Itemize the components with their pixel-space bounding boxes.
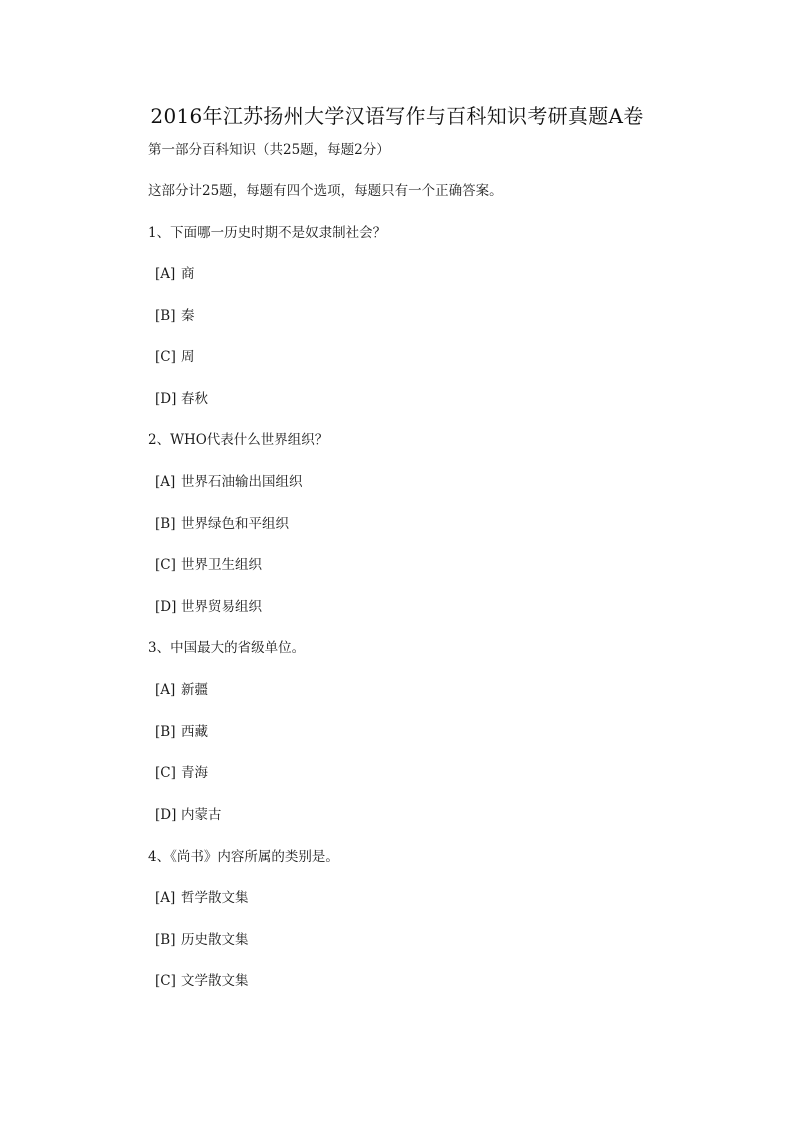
option-text: 商 <box>181 266 195 282</box>
section-heading: 第一部分百科知识（共25题，每题2分） <box>148 142 390 158</box>
question-3-option-a <box>155 681 208 699</box>
question-4: 4、《尚书》内容所属的类别是。 <box>148 849 339 865</box>
option-text: 世界石油输出国组织 <box>181 474 303 490</box>
option-text: 世界贸易组织 <box>181 599 262 615</box>
question-3-option-d <box>155 806 222 824</box>
option-text: 西藏 <box>181 724 208 740</box>
question-2-option-a <box>155 473 303 491</box>
question-1-option-d <box>155 390 208 408</box>
option-text: 哲学散文集 <box>181 890 249 906</box>
option-text: 世界绿色和平组织 <box>181 516 289 532</box>
option-text: 春秋 <box>181 391 208 407</box>
option-text: 周 <box>181 349 195 365</box>
section-intro: 这部分计25题，每题有四个选项，每题只有一个正确答案。 <box>148 183 503 199</box>
question-4-option-a <box>155 889 249 907</box>
option-text: 历史散文集 <box>181 932 249 948</box>
option-letter: [D] <box>155 807 177 823</box>
question-1-option-a <box>155 265 195 283</box>
question-2: 2、WHO代表什么世界组织？ <box>148 432 329 448</box>
option-letter: [A] <box>155 266 176 282</box>
option-text: 内蒙古 <box>181 807 222 823</box>
option-letter: [B] <box>155 932 176 948</box>
option-letter: [C] <box>155 765 176 781</box>
question-2-option-d <box>155 598 262 616</box>
question-3-option-b <box>155 723 208 741</box>
document-title: 2016年江苏扬州大学汉语写作与百科知识考研真题A卷 <box>150 104 644 128</box>
option-letter: [C] <box>155 973 176 989</box>
option-letter: [A] <box>155 890 176 906</box>
question-4-option-b <box>155 931 249 949</box>
question-2-option-b <box>155 515 289 533</box>
option-text: 秦 <box>181 308 195 324</box>
question-1: 1、下面哪一历史时期不是奴隶制社会？ <box>148 225 387 241</box>
question-1-option-b <box>155 307 195 325</box>
question-3: 3、中国最大的省级单位。 <box>148 640 306 656</box>
option-text: 文学散文集 <box>181 973 249 989</box>
question-2-option-c <box>155 556 262 574</box>
option-letter: [B] <box>155 516 176 532</box>
question-4-option-c <box>155 972 249 990</box>
option-letter: [A] <box>155 682 176 698</box>
option-letter: [C] <box>155 349 176 365</box>
option-letter: [B] <box>155 724 176 740</box>
option-letter: [A] <box>155 474 176 490</box>
question-3-option-c <box>155 764 208 782</box>
option-letter: [C] <box>155 557 176 573</box>
option-letter: [B] <box>155 308 176 324</box>
question-1-option-c <box>155 348 195 366</box>
option-text: 青海 <box>181 765 208 781</box>
option-text: 新疆 <box>181 682 208 698</box>
option-letter: [D] <box>155 599 177 615</box>
option-text: 世界卫生组织 <box>181 557 262 573</box>
option-letter: [D] <box>155 391 177 407</box>
